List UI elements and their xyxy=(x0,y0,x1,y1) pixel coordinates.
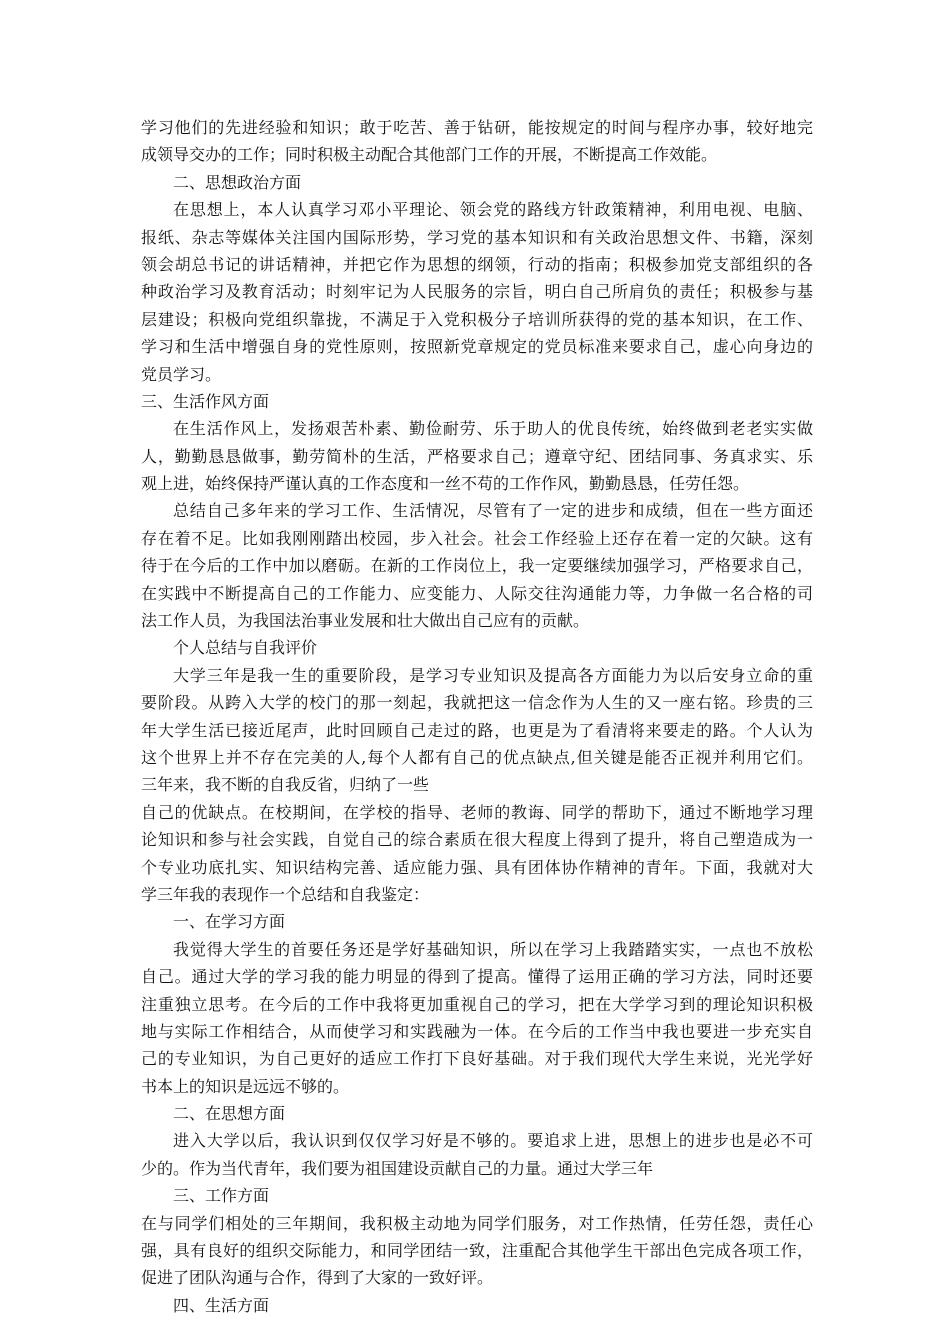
text-line: 三年来，我不断的自我反省，归纳了一些 xyxy=(141,775,430,795)
text-line: 党员学习。 xyxy=(141,364,222,384)
text-line: 个人总结与自我评价 xyxy=(173,638,318,658)
text-line: 领会胡总书记的讲话精神，并把它作为思想的纲领，行动的指南；积极参加党支部组织的各 xyxy=(141,254,813,274)
text-line: 注重独立思考。在今后的工作中我将更加重视自己的学习，把在大学学习到的理论知识积极 xyxy=(141,994,813,1014)
text-line: 二、在思想方面 xyxy=(173,1104,286,1124)
text-line: 成领导交办的工作；同时积极主动配合其他部门工作的开展，不断提高工作效能。 xyxy=(141,145,718,165)
text-line: 自己的优缺点。在校期间，在学校的指导、老师的教诲、同学的帮助下，通过不断地学习理 xyxy=(141,802,813,822)
text-line: 法工作人员，为我国法治事业发展和壮大做出自己应有的贡献。 xyxy=(141,611,590,631)
text-line: 种政治学习及教育活动；时刻牢记为人民服务的宗旨，明白自己所肩负的责任；积极参与基 xyxy=(141,282,813,302)
text-line: 少的。作为当代青年，我们要为祖国建设贡献自己的力量。通过大学三年 xyxy=(141,1158,654,1178)
text-line: 要阶段。从跨入大学的校门的那一刻起，我就把这一信念作为人生的又一座右铭。珍贵的三 xyxy=(141,693,813,713)
text-line: 人，勤勤恳恳做事，勤劳简朴的生活，严格要求自己；遵章守纪、团结同事、务真求实、乐 xyxy=(141,446,813,466)
text-line: 三、工作方面 xyxy=(173,1186,270,1206)
text-line: 己的专业知识，为自己更好的适应工作打下良好基础。对于我们现代大学生来说，光光学好 xyxy=(141,1049,813,1069)
text-line: 强，具有良好的组织交际能力，和同学团结一致，注重配合其他学生干部出色完成各项工作， xyxy=(141,1241,813,1261)
text-line: 促进了团队沟通与合作，得到了大家的一致好评。 xyxy=(141,1268,494,1288)
text-line: 这个世界上并不存在完美的人,每个人都有自己的优点缺点,但关键是能否正视并利用它们。 xyxy=(141,747,813,767)
text-line: 学习他们的先进经验和知识；敢于吃苦、善于钻研，能按规定的时间与程序办事，较好地完 xyxy=(141,118,813,137)
text-line: 学习和生活中增强自身的党性原则，按照新党章规定的党员标准来要求自己，虚心向身边的 xyxy=(141,337,813,357)
text-line: 总结自己多年来的学习工作、生活情况，尽管有了一定的进步和成绩，但在一些方面还 xyxy=(173,501,813,521)
text-line: 报纸、杂志等媒体关注国内国际形势，学习党的基本知识和有关政治思想文件、书籍，深刻 xyxy=(141,227,813,247)
text-line: 观上进，始终保持严谨认真的工作态度和一丝不苟的工作作风，勤勤恳恳，任劳任怨。 xyxy=(141,474,750,494)
text-line: 学三年我的表现作一个总结和自我鉴定： xyxy=(141,884,430,904)
text-line: 四、生活方面 xyxy=(173,1295,270,1315)
text-line: 书本上的知识是远远不够的。 xyxy=(141,1076,350,1096)
text-line: 进入大学以后，我认识到仅仅学习好是不够的。要追求上进，思想上的进步也是必不可 xyxy=(173,1131,813,1151)
text-line: 在生活作风上，发扬艰苦朴素、勤俭耐劳、乐于助人的优良传统，始终做到老老实实做 xyxy=(173,419,813,439)
text-line: 在实践中不断提高自己的工作能力、应变能力、人际交往沟通能力等，力争做一名合格的司 xyxy=(141,583,813,603)
text-line: 地与实际工作相结合，从而使学习和实践融为一体。在今后的工作当中我也要进一步充实自 xyxy=(141,1021,813,1041)
text-line: 个专业功底扎实、知识结构完善、适应能力强、具有团体协作精神的青年。下面，我就对大 xyxy=(141,857,813,877)
text-line: 年大学生活已接近尾声，此时回顾自己走过的路，也更是为了看清将来要走的路。个人认为 xyxy=(141,720,813,740)
text-line: 三、生活作风方面 xyxy=(141,391,270,411)
text-line: 自己。通过大学的学习我的能力明显的得到了提高。懂得了运用正确的学习方法，同时还要 xyxy=(141,967,813,987)
text-line: 大学三年是我一生的重要阶段，是学习专业知识及提高各方面能力为以后安身立命的重 xyxy=(173,665,813,685)
text-line: 一、在学习方面 xyxy=(173,912,286,932)
text-line: 待于在今后的工作中加以磨砺。在新的工作岗位上，我一定要继续加强学习，严格要求自己， xyxy=(141,556,813,576)
text-line: 在思想上，本人认真学习邓小平理论、领会党的路线方针政策精神，利用电视、电脑、 xyxy=(173,200,813,220)
text-line: 二、思想政治方面 xyxy=(173,172,302,192)
document-page xyxy=(141,114,813,1319)
text-line: 存在着不足。比如我刚刚踏出校园，步入社会。社会工作经验上还存在着一定的欠缺。这有 xyxy=(141,528,813,548)
text-line: 层建设；积极向党组织靠拢，不满足于入党积极分子培训所获得的党的基本知识，在工作、 xyxy=(141,309,813,329)
text-line: 论知识和参与社会实践，自觉自己的综合素质在很大程度上得到了提升，将自己塑造成为一 xyxy=(141,830,813,850)
text-line: 在与同学们相处的三年期间，我积极主动地为同学们服务，对工作热情，任劳任怨，责任心 xyxy=(141,1213,813,1233)
text-line: 我觉得大学生的首要任务还是学好基础知识，所以在学习上我踏踏实实，一点也不放松 xyxy=(173,939,813,959)
